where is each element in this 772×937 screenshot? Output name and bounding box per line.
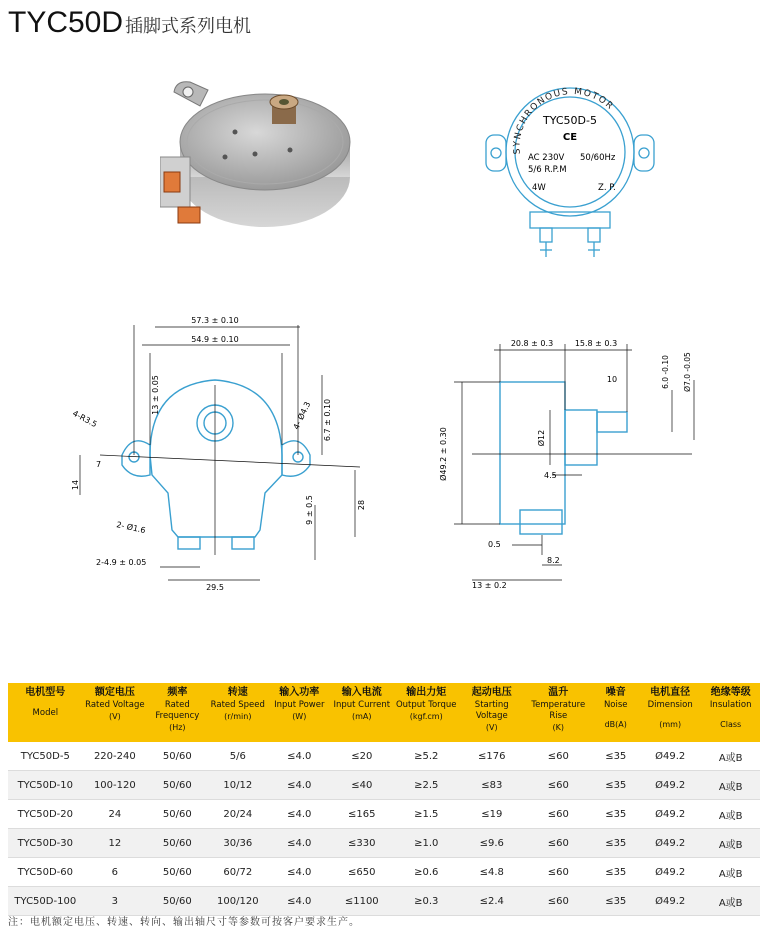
cell-dimension: Ø49.2	[639, 771, 701, 800]
label-power: 4W	[532, 183, 546, 193]
dim-4-5: 4.5	[544, 471, 557, 480]
dim-hole-spacing: 54.9 ± 0.10	[191, 335, 239, 344]
cell-starting-voltage: ≤2.4	[460, 887, 525, 916]
table-row	[8, 858, 760, 887]
cell-noise: ≤35	[593, 800, 639, 829]
cell-dimension: Ø49.2	[639, 887, 701, 916]
cell-torque: ≥5.2	[393, 742, 460, 771]
cell-speed: 20/24	[208, 800, 268, 829]
cell-current: ≤330	[331, 829, 393, 858]
dim-12: Ø12	[537, 429, 546, 447]
cell-starting-voltage: ≤19	[460, 800, 525, 829]
cell-dimension: Ø49.2	[639, 742, 701, 771]
cell-voltage: 12	[83, 829, 148, 858]
cell-power: ≤4.0	[268, 800, 330, 829]
cell-insulation: A或B	[701, 858, 760, 887]
cell-dimension: Ø49.2	[639, 829, 701, 858]
cell-current: ≤40	[331, 771, 393, 800]
cell-frequency: 50/60	[147, 742, 207, 771]
cell-voltage: 24	[83, 800, 148, 829]
cell-frequency: 50/60	[147, 887, 207, 916]
cell-power: ≤4.0	[268, 771, 330, 800]
cell-temperature-rise: ≤60	[524, 829, 593, 858]
dim-body-diameter: Ø49.2 ± 0.30	[439, 427, 448, 481]
col-torque: 输出力矩 Output Torque (kgf.cm)	[393, 683, 460, 742]
title-model: TYC50D	[8, 6, 124, 39]
col-voltage: 额定电压 Rated Voltage (V)	[83, 683, 148, 742]
cell-noise: ≤35	[593, 887, 639, 916]
cell-temperature-rise: ≤60	[524, 771, 593, 800]
cell-model: TYC50D-20	[8, 800, 83, 829]
dim-10: 10	[606, 375, 618, 384]
dim-0-5: 0.5	[488, 540, 501, 549]
cell-starting-voltage: ≤83	[460, 771, 525, 800]
col-current: 输入电流 Input Current (mA)	[331, 683, 393, 742]
cell-temperature-rise: ≤60	[524, 800, 593, 829]
dim-6: 6.0 -0.10	[661, 355, 670, 389]
cell-temperature-rise: ≤60	[524, 858, 593, 887]
label-rpm: 5/6 R.P.M	[528, 165, 567, 175]
specs-table	[8, 683, 760, 916]
cell-torque: ≥1.5	[393, 800, 460, 829]
cell-voltage: 6	[83, 858, 148, 887]
cell-frequency: 50/60	[147, 800, 207, 829]
table-row	[8, 800, 760, 829]
cell-noise: ≤35	[593, 771, 639, 800]
cell-starting-voltage: ≤4.8	[460, 858, 525, 887]
dim-9: 9 ± 0.5	[305, 495, 314, 525]
cell-model: TYC50D-60	[8, 858, 83, 887]
dim-bottom-width: 29.5	[206, 583, 224, 592]
label-model: TYC50D-5	[543, 114, 597, 127]
cell-speed: 100/120	[208, 887, 268, 916]
table-row	[8, 771, 760, 800]
cell-power: ≤4.0	[268, 742, 330, 771]
cell-frequency: 50/60	[147, 858, 207, 887]
cell-model: TYC50D-5	[8, 742, 83, 771]
side-view-drawing	[432, 330, 712, 595]
footnote: 注：电机额定电压、转速、转向、输出轴尺寸等参数可按客户要求生产。	[8, 917, 360, 928]
title-subtitle: 插脚式系列电机	[125, 16, 252, 37]
col-insulation: 绝缘等级 Insulation Class	[701, 683, 760, 742]
col-temperature-rise: 温升 Temperature Rise (K)	[524, 683, 593, 742]
front-view-drawing	[60, 305, 380, 605]
dim-pin-diameter: 2- Ø1.6	[115, 520, 147, 536]
cell-speed: 30/36	[208, 829, 268, 858]
table-row	[8, 829, 760, 858]
cell-insulation: A或B	[701, 800, 760, 829]
cell-temperature-rise: ≤60	[524, 887, 593, 916]
cell-starting-voltage: ≤9.6	[460, 829, 525, 858]
dim-pin-spacing: 2-4.9 ± 0.05	[96, 558, 147, 567]
cell-insulation: A或B	[701, 771, 760, 800]
dim-radius: 4-R3.5	[71, 408, 99, 430]
label-ring-text: SYNCHRONOUS MOTOR	[512, 86, 616, 155]
cell-noise: ≤35	[593, 742, 639, 771]
col-model: 电机型号 Model	[8, 683, 83, 742]
col-speed: 转速 Rated Speed (r/min)	[208, 683, 268, 742]
cell-current: ≤650	[331, 858, 393, 887]
dim-top-offset: 13 ± 0.05	[151, 375, 160, 415]
table-header-row	[8, 683, 760, 742]
label-frequency: 50/60Hz	[580, 153, 616, 163]
dim-hole-diameter: 4- Ø4.3	[291, 400, 313, 431]
col-dimension: 电机直径 Dimension (mm)	[639, 683, 701, 742]
cell-insulation: A或B	[701, 829, 760, 858]
cell-current: ≤1100	[331, 887, 393, 916]
cell-model: TYC50D-100	[8, 887, 83, 916]
cell-power: ≤4.0	[268, 887, 330, 916]
ce-mark: CE	[562, 132, 578, 143]
col-starting-voltage: 起动电压 Starting Voltage (V)	[460, 683, 525, 742]
cell-frequency: 50/60	[147, 771, 207, 800]
cell-model: TYC50D-10	[8, 771, 83, 800]
cell-model: TYC50D-30	[8, 829, 83, 858]
cell-speed: 5/6	[208, 742, 268, 771]
cell-torque: ≥0.6	[393, 858, 460, 887]
cell-current: ≤165	[331, 800, 393, 829]
cell-voltage: 100-120	[83, 771, 148, 800]
col-frequency: 频率 Rated Frequency (Hz)	[147, 683, 207, 742]
cell-power: ≤4.0	[268, 858, 330, 887]
cell-dimension: Ø49.2	[639, 858, 701, 887]
dim-7: 7	[96, 460, 102, 469]
table-row	[8, 887, 760, 916]
motor-photo	[160, 72, 360, 247]
cell-current: ≤20	[331, 742, 393, 771]
cell-dimension: Ø49.2	[639, 800, 701, 829]
cell-speed: 10/12	[208, 771, 268, 800]
dim-shaft-length: 15.8 ± 0.3	[574, 339, 618, 348]
cell-torque: ≥2.5	[393, 771, 460, 800]
dim-8-2: 8.2	[547, 556, 560, 565]
dim-14: 14	[71, 479, 80, 491]
cell-torque: ≥1.0	[393, 829, 460, 858]
cell-starting-voltage: ≤176	[460, 742, 525, 771]
dim-13: 13 ± 0.2	[472, 581, 507, 590]
label-maker: Z. P.	[598, 183, 616, 193]
cell-frequency: 50/60	[147, 829, 207, 858]
motor-label-drawing	[470, 72, 670, 262]
dim-6-7: 6.7 ± 0.10	[323, 398, 332, 442]
col-noise: 噪音 Noise dB(A)	[593, 683, 639, 742]
cell-insulation: A或B	[701, 887, 760, 916]
cell-voltage: 3	[83, 887, 148, 916]
cell-noise: ≤35	[593, 858, 639, 887]
dim-28: 28	[357, 499, 366, 511]
cell-insulation: A或B	[701, 742, 760, 771]
cell-speed: 60/72	[208, 858, 268, 887]
cell-voltage: 220-240	[83, 742, 148, 771]
dim-7: Ø7.0 -0.05	[683, 352, 692, 392]
cell-power: ≤4.0	[268, 829, 330, 858]
table-row	[8, 742, 760, 771]
dim-body-depth: 20.8 ± 0.3	[510, 339, 554, 348]
dim-overall-width: 57.3 ± 0.10	[191, 316, 239, 325]
col-power: 输入功率 Input Power (W)	[268, 683, 330, 742]
cell-torque: ≥0.3	[393, 887, 460, 916]
page-title	[8, 6, 251, 40]
cell-noise: ≤35	[593, 829, 639, 858]
cell-temperature-rise: ≤60	[524, 742, 593, 771]
label-voltage: AC 230V	[528, 153, 565, 163]
